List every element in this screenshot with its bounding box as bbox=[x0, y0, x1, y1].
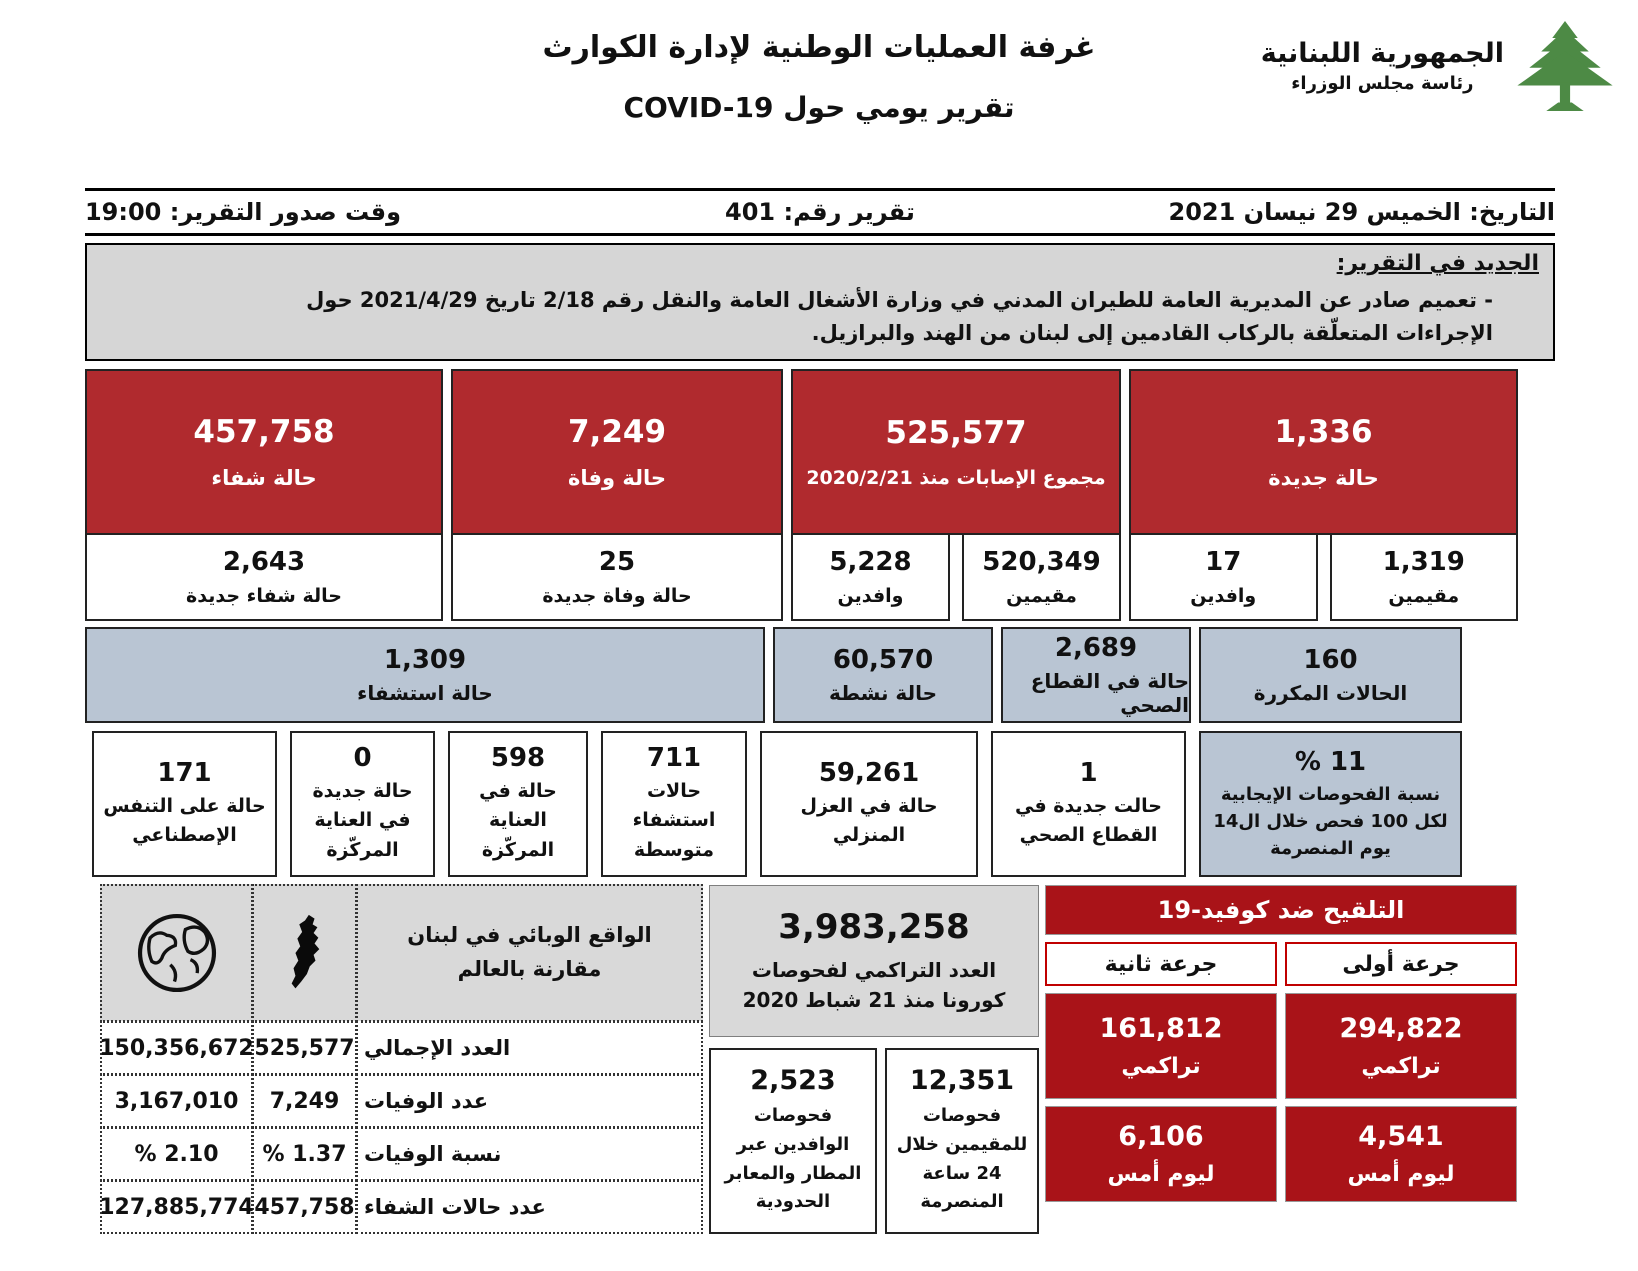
detail-label: حالة جديدة في العناية المركّزة bbox=[312, 779, 413, 861]
stat-value: 457,758 bbox=[193, 414, 335, 450]
sub-value: 520,349 bbox=[982, 547, 1101, 577]
sub-label: وافدين bbox=[1190, 585, 1257, 607]
sub-value: 2,643 bbox=[222, 547, 306, 577]
detail-value: 0 bbox=[353, 742, 372, 773]
summary-value: 160 bbox=[1303, 645, 1358, 675]
summary-box-active-cases bbox=[773, 627, 993, 723]
whats-new-title: الجديد في التقرير: bbox=[1336, 251, 1539, 276]
tests-section bbox=[709, 885, 1039, 1234]
tests-total-value: 3,983,258 bbox=[778, 907, 970, 947]
summary-row bbox=[85, 627, 1462, 723]
sub-label: حالة شفاء جديدة bbox=[186, 585, 342, 607]
comparison-row-label: عدد الوفيات bbox=[356, 1074, 703, 1128]
tests-total-box bbox=[709, 885, 1039, 1037]
sub-value: 25 bbox=[598, 547, 636, 577]
comparison-row-label: العدد الإجمالي bbox=[356, 1021, 703, 1075]
detail-label: حالة في العزل المنزلي bbox=[800, 794, 938, 846]
tests-total-label: العدد التراكمي لفحوصات كورونا منذ 21 شباط 2020 bbox=[742, 958, 1006, 1012]
comparison-world-header bbox=[100, 884, 253, 1022]
comparison-title-cell bbox=[356, 884, 703, 1022]
vaccination-column-second-dose bbox=[1045, 942, 1277, 1202]
detail-value: 1 bbox=[1079, 757, 1098, 788]
stat-column-new-cases bbox=[1129, 369, 1518, 621]
summary-label: الحالات المكررة bbox=[1253, 681, 1408, 705]
main-stats-row bbox=[85, 369, 1518, 621]
detail-label: حالة على التنفس الإصطناعي bbox=[103, 794, 266, 846]
vaccination-columns bbox=[1045, 942, 1517, 1202]
stat-box-new-cases bbox=[1129, 369, 1518, 535]
comparison-world-value: 2.10 % bbox=[100, 1127, 253, 1181]
summary-label: حالة نشطة bbox=[829, 681, 937, 705]
sub-label: وافدين bbox=[837, 585, 904, 607]
detail-box-medium-hospitalization bbox=[601, 731, 747, 877]
report-issue-time: وقت صدور التقرير: 19:00 bbox=[84, 198, 402, 226]
vaccination-value: 161,812 bbox=[1099, 1013, 1223, 1044]
whats-new-item: - تعميم صادر عن المديرية العامة للطيران المدني في وزارة الأشغال العامة والنقل رقم 2/18 تاريخ 2021/4/29 حول الإجراءات المتعلّقة بالركاب القادمين إلى لبنان من الهند والبرازيل. bbox=[306, 288, 1493, 345]
comparison-lebanon-value: 525,577 bbox=[252, 1021, 357, 1075]
detail-label: حالات استشفاء متوسطة bbox=[632, 779, 716, 861]
detail-label: حالت جديدة في القطاع الصحي bbox=[1015, 794, 1162, 846]
sub-value: 17 bbox=[1205, 547, 1242, 577]
report-meta-bar bbox=[85, 188, 1555, 236]
sub-value: 5,228 bbox=[829, 547, 912, 577]
stat-column-deaths bbox=[451, 369, 783, 621]
world-comparison-table bbox=[85, 885, 703, 1234]
detail-box-ventilator-cases bbox=[92, 731, 277, 877]
summary-label: حالة استشفاء bbox=[357, 681, 493, 705]
comparison-row-label: عدد حالات الشفاء bbox=[356, 1180, 703, 1234]
report-titles bbox=[0, 30, 1638, 124]
stat-subs bbox=[85, 535, 443, 621]
report-number: تقرير رقم: 401 bbox=[725, 198, 915, 226]
bottom-section bbox=[85, 885, 1517, 1234]
vaccination-box-cumulative bbox=[1285, 993, 1517, 1099]
sub-label: مقيمين bbox=[1388, 585, 1460, 607]
vaccination-label: تراكمي bbox=[1361, 1054, 1441, 1079]
sub-box-new-deaths bbox=[451, 535, 783, 621]
whats-new-box bbox=[85, 243, 1555, 361]
vaccination-box-cumulative bbox=[1045, 993, 1277, 1099]
dose-header-second: جرعة ثانية bbox=[1045, 942, 1277, 986]
sub-box-residents bbox=[962, 535, 1121, 621]
vaccination-box-yesterday bbox=[1285, 1106, 1517, 1202]
detail-label: حالة في العناية المركّزة bbox=[479, 779, 557, 861]
detail-box-new-icu-cases bbox=[290, 731, 435, 877]
detail-value: 171 bbox=[157, 757, 212, 788]
vaccination-section bbox=[1045, 885, 1517, 1202]
tests-value: 2,523 bbox=[750, 1064, 836, 1096]
detail-box-positivity-rate bbox=[1199, 731, 1462, 877]
detail-value: 59,261 bbox=[818, 757, 920, 788]
sub-box-new-recovered bbox=[85, 535, 443, 621]
summary-value: 2,689 bbox=[1054, 633, 1138, 663]
stat-subs bbox=[791, 535, 1121, 621]
detail-value: 11 % bbox=[1294, 746, 1367, 777]
comparison-world-value: 150,356,672 bbox=[100, 1021, 253, 1075]
dose-header-first: جرعة أولى bbox=[1285, 942, 1517, 986]
stat-column-total-cases bbox=[791, 369, 1121, 621]
detail-label: نسبة الفحوصات الإيجابية لكل 100 فحص خلال ال14 يوم المنصرمة bbox=[1213, 783, 1448, 859]
lebanon-map-icon bbox=[284, 901, 326, 1005]
vaccination-value: 6,106 bbox=[1118, 1121, 1204, 1152]
stat-box-deaths bbox=[451, 369, 783, 535]
report-body bbox=[85, 188, 1555, 1234]
summary-value: 60,570 bbox=[832, 645, 934, 675]
sub-box-residents bbox=[1330, 535, 1519, 621]
comparison-lebanon-value: 457,758 bbox=[252, 1180, 357, 1234]
logo-line1: الجمهورية اللبنانية bbox=[1260, 38, 1504, 69]
globe-icon bbox=[135, 911, 219, 995]
vaccination-box-yesterday bbox=[1045, 1106, 1277, 1202]
detail-row bbox=[85, 731, 1462, 877]
vaccination-label: ليوم أمس bbox=[1347, 1162, 1455, 1187]
tests-label: فحوصات الوافدين عبر المطار والمعابر الحدودية bbox=[724, 1104, 862, 1213]
stat-label: حالة شفاء bbox=[211, 466, 317, 490]
sub-box-arrivals bbox=[791, 535, 950, 621]
comparison-row-label: نسبة الوفيات bbox=[356, 1127, 703, 1181]
comparison-title: الواقع الوبائي في لبنان مقارنة بالعالم bbox=[407, 923, 652, 981]
detail-box-home-isolation bbox=[760, 731, 978, 877]
vaccination-value: 294,822 bbox=[1339, 1013, 1463, 1044]
stat-subs bbox=[1129, 535, 1518, 621]
vaccination-title: التلقيح ضد كوفيد-19 bbox=[1045, 885, 1517, 935]
comparison-lebanon-value: 7,249 bbox=[252, 1074, 357, 1128]
stat-box-recovered bbox=[85, 369, 443, 535]
report-header bbox=[0, 0, 1638, 188]
stat-box-total-cases bbox=[791, 369, 1121, 535]
tests-box-arrivals bbox=[709, 1048, 877, 1234]
summary-box-health-sector bbox=[1001, 627, 1191, 723]
report-date: التاريخ: الخميس 29 نيسان 2021 bbox=[1168, 198, 1555, 226]
stat-value: 525,577 bbox=[885, 415, 1027, 451]
comparison-world-value: 127,885,774 bbox=[100, 1180, 253, 1234]
vaccination-value: 4,541 bbox=[1358, 1121, 1444, 1152]
sub-box-arrivals bbox=[1129, 535, 1318, 621]
stat-value: 1,336 bbox=[1274, 414, 1373, 450]
sub-label: مقيمين bbox=[1006, 585, 1077, 607]
tests-value: 12,351 bbox=[909, 1064, 1015, 1096]
vaccination-label: تراكمي bbox=[1121, 1054, 1201, 1079]
summary-box-hospitalized bbox=[85, 627, 765, 723]
detail-box-new-health-sector bbox=[991, 731, 1186, 877]
summary-box-repeated-cases bbox=[1199, 627, 1462, 723]
report-subtitle: تقرير يومي حول COVID-19 bbox=[623, 91, 1015, 124]
sub-value: 1,319 bbox=[1382, 547, 1465, 577]
stat-label: حالة جديدة bbox=[1268, 466, 1379, 490]
stat-subs bbox=[451, 535, 783, 621]
comparison-lebanon-value: 1.37 % bbox=[252, 1127, 357, 1181]
vaccination-column-first-dose bbox=[1285, 942, 1517, 1202]
tests-sub-row bbox=[709, 1048, 1039, 1234]
tests-box-residents bbox=[885, 1048, 1039, 1234]
report-title: غرفة العمليات الوطنية لإدارة الكوارث bbox=[542, 30, 1096, 65]
sub-label: حالة وفاة جديدة bbox=[542, 585, 692, 607]
summary-label: حالة في القطاع الصحي bbox=[1030, 669, 1189, 717]
stat-label: حالة وفاة bbox=[567, 466, 667, 490]
stat-value: 7,249 bbox=[567, 414, 667, 450]
detail-value: 711 bbox=[646, 742, 702, 773]
detail-box-icu-cases bbox=[448, 731, 588, 877]
tests-label: فحوصات للمقيمين خلال 24 ساعة المنصرمة bbox=[896, 1104, 1028, 1213]
vaccination-label: ليوم أمس bbox=[1107, 1162, 1215, 1187]
stat-label: مجموع الإصابات منذ 2020/2/21 bbox=[806, 467, 1106, 489]
comparison-world-value: 3,167,010 bbox=[100, 1074, 253, 1128]
summary-value: 1,309 bbox=[383, 645, 467, 675]
comparison-lebanon-header bbox=[252, 884, 357, 1022]
logo-line2: رئاسة مجلس الوزراء bbox=[1291, 73, 1474, 94]
stat-column-recovered bbox=[85, 369, 443, 621]
detail-value: 598 bbox=[490, 742, 546, 773]
